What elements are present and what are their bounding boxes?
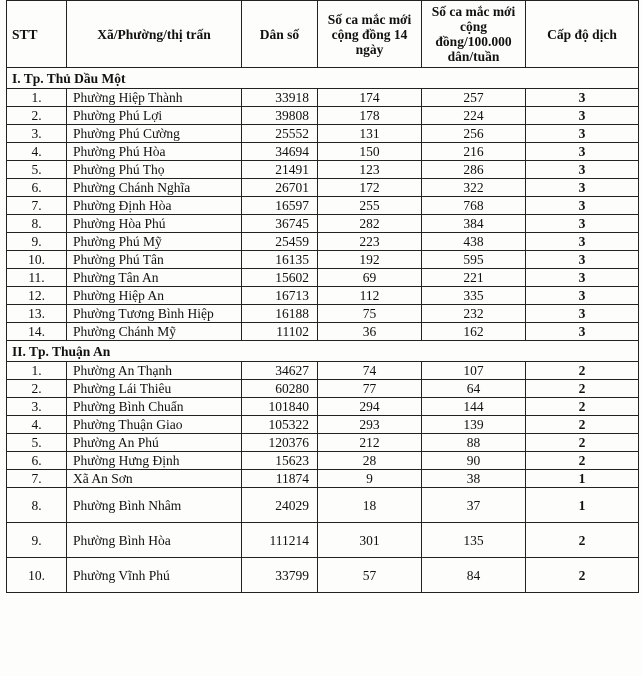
cell-rate: 256 bbox=[422, 125, 526, 143]
cell-ward-name: Phường Hiệp Thành bbox=[67, 89, 242, 107]
cell-ward-name: Phường Hiệp An bbox=[67, 287, 242, 305]
cell-population: 24029 bbox=[242, 488, 318, 523]
cell-level: 2 bbox=[526, 558, 639, 593]
cell-rate: 38 bbox=[422, 470, 526, 488]
cell-ward-name: Phường Chánh Mỹ bbox=[67, 323, 242, 341]
cell-ward-name: Xã An Sơn bbox=[67, 470, 242, 488]
cell-rate: 64 bbox=[422, 380, 526, 398]
cell-new-cases: 9 bbox=[318, 470, 422, 488]
cell-population: 16188 bbox=[242, 305, 318, 323]
cell-rate: 286 bbox=[422, 161, 526, 179]
table-row bbox=[7, 398, 639, 416]
cell-rate: 768 bbox=[422, 197, 526, 215]
cell-ward-name: Phường Bình Hòa bbox=[67, 523, 242, 558]
cell-level: 3 bbox=[526, 251, 639, 269]
cell-population: 15602 bbox=[242, 269, 318, 287]
cell-rate: 322 bbox=[422, 179, 526, 197]
cell-population: 16713 bbox=[242, 287, 318, 305]
cell-rate: 84 bbox=[422, 558, 526, 593]
table-row bbox=[7, 251, 639, 269]
table-row bbox=[7, 179, 639, 197]
table-row bbox=[7, 523, 639, 558]
table-row bbox=[7, 125, 639, 143]
cell-stt: 1. bbox=[7, 362, 67, 380]
table-row bbox=[7, 416, 639, 434]
cell-ward-name: Phường Định Hòa bbox=[67, 197, 242, 215]
cell-population: 15623 bbox=[242, 452, 318, 470]
cell-population: 33918 bbox=[242, 89, 318, 107]
cell-ward-name: Phường Bình Chuẩn bbox=[67, 398, 242, 416]
cell-rate: 384 bbox=[422, 215, 526, 233]
cell-level: 3 bbox=[526, 269, 639, 287]
cell-ward-name: Phường Hòa Phú bbox=[67, 215, 242, 233]
cell-ward-name: Phường An Thạnh bbox=[67, 362, 242, 380]
cell-stt: 9. bbox=[7, 233, 67, 251]
cell-population: 11874 bbox=[242, 470, 318, 488]
cell-level: 2 bbox=[526, 398, 639, 416]
cell-population: 105322 bbox=[242, 416, 318, 434]
cell-rate: 232 bbox=[422, 305, 526, 323]
cell-population: 36745 bbox=[242, 215, 318, 233]
epidemic-level-table bbox=[6, 0, 639, 593]
table-row bbox=[7, 197, 639, 215]
cell-ward-name: Phường Phú Lợi bbox=[67, 107, 242, 125]
cell-ward-name: Phường Hưng Định bbox=[67, 452, 242, 470]
table-row bbox=[7, 323, 639, 341]
cell-level: 3 bbox=[526, 125, 639, 143]
cell-new-cases: 123 bbox=[318, 161, 422, 179]
cell-level: 2 bbox=[526, 452, 639, 470]
cell-level: 3 bbox=[526, 107, 639, 125]
cell-population: 25459 bbox=[242, 233, 318, 251]
cell-level: 3 bbox=[526, 215, 639, 233]
cell-new-cases: 174 bbox=[318, 89, 422, 107]
cell-new-cases: 112 bbox=[318, 287, 422, 305]
cell-stt: 2. bbox=[7, 380, 67, 398]
cell-rate: 438 bbox=[422, 233, 526, 251]
cell-ward-name: Phường Thuận Giao bbox=[67, 416, 242, 434]
header-ward: Xã/Phường/thị trấn bbox=[67, 1, 242, 68]
cell-new-cases: 293 bbox=[318, 416, 422, 434]
cell-new-cases: 255 bbox=[318, 197, 422, 215]
cell-level: 2 bbox=[526, 362, 639, 380]
cell-new-cases: 212 bbox=[318, 434, 422, 452]
cell-stt: 10. bbox=[7, 558, 67, 593]
cell-stt: 5. bbox=[7, 434, 67, 452]
table-row bbox=[7, 362, 639, 380]
table-row bbox=[7, 107, 639, 125]
cell-level: 3 bbox=[526, 287, 639, 305]
cell-level: 3 bbox=[526, 89, 639, 107]
cell-new-cases: 301 bbox=[318, 523, 422, 558]
cell-stt: 5. bbox=[7, 161, 67, 179]
cell-level: 3 bbox=[526, 179, 639, 197]
cell-new-cases: 74 bbox=[318, 362, 422, 380]
cell-rate: 216 bbox=[422, 143, 526, 161]
table-row bbox=[7, 161, 639, 179]
cell-population: 25552 bbox=[242, 125, 318, 143]
cell-rate: 90 bbox=[422, 452, 526, 470]
cell-level: 3 bbox=[526, 161, 639, 179]
cell-ward-name: Phường Lái Thiêu bbox=[67, 380, 242, 398]
cell-level: 2 bbox=[526, 380, 639, 398]
cell-ward-name: Phường Phú Cường bbox=[67, 125, 242, 143]
cell-ward-name: Phường Bình Nhâm bbox=[67, 488, 242, 523]
table-row bbox=[7, 143, 639, 161]
cell-stt: 3. bbox=[7, 125, 67, 143]
cell-ward-name: Phường Phú Mỹ bbox=[67, 233, 242, 251]
cell-stt: 10. bbox=[7, 251, 67, 269]
cell-rate: 257 bbox=[422, 89, 526, 107]
cell-stt: 11. bbox=[7, 269, 67, 287]
table-row bbox=[7, 470, 639, 488]
table-row bbox=[7, 215, 639, 233]
cell-new-cases: 131 bbox=[318, 125, 422, 143]
header-new-cases-14d: Số ca mắc mới cộng đồng 14 ngày bbox=[318, 1, 422, 68]
cell-new-cases: 178 bbox=[318, 107, 422, 125]
cell-population: 33799 bbox=[242, 558, 318, 593]
cell-stt: 8. bbox=[7, 215, 67, 233]
header-population: Dân số bbox=[242, 1, 318, 68]
cell-population: 16135 bbox=[242, 251, 318, 269]
cell-stt: 1. bbox=[7, 89, 67, 107]
cell-stt: 3. bbox=[7, 398, 67, 416]
cell-rate: 162 bbox=[422, 323, 526, 341]
cell-population: 11102 bbox=[242, 323, 318, 341]
table-row bbox=[7, 380, 639, 398]
cell-population: 60280 bbox=[242, 380, 318, 398]
cell-ward-name: Phường Phú Thọ bbox=[67, 161, 242, 179]
section-title: II. Tp. Thuận An bbox=[7, 341, 639, 362]
cell-new-cases: 172 bbox=[318, 179, 422, 197]
cell-level: 3 bbox=[526, 197, 639, 215]
cell-population: 26701 bbox=[242, 179, 318, 197]
cell-rate: 221 bbox=[422, 269, 526, 287]
cell-ward-name: Phường Tương Bình Hiệp bbox=[67, 305, 242, 323]
cell-rate: 37 bbox=[422, 488, 526, 523]
header-rate: Số ca mắc mới cộng đồng/100.000 dân/tuần bbox=[422, 1, 526, 68]
cell-stt: 6. bbox=[7, 179, 67, 197]
cell-level: 3 bbox=[526, 143, 639, 161]
cell-population: 34627 bbox=[242, 362, 318, 380]
cell-population: 120376 bbox=[242, 434, 318, 452]
table-row bbox=[7, 89, 639, 107]
cell-stt: 7. bbox=[7, 470, 67, 488]
cell-stt: 9. bbox=[7, 523, 67, 558]
cell-level: 3 bbox=[526, 305, 639, 323]
header-stt: STT bbox=[7, 1, 67, 68]
cell-rate: 335 bbox=[422, 287, 526, 305]
cell-population: 16597 bbox=[242, 197, 318, 215]
cell-new-cases: 192 bbox=[318, 251, 422, 269]
cell-level: 2 bbox=[526, 416, 639, 434]
cell-population: 111214 bbox=[242, 523, 318, 558]
cell-stt: 7. bbox=[7, 197, 67, 215]
cell-stt: 8. bbox=[7, 488, 67, 523]
cell-new-cases: 223 bbox=[318, 233, 422, 251]
cell-level: 2 bbox=[526, 523, 639, 558]
cell-ward-name: Phường Phú Hòa bbox=[67, 143, 242, 161]
cell-ward-name: Phường An Phú bbox=[67, 434, 242, 452]
cell-population: 39808 bbox=[242, 107, 318, 125]
cell-stt: 6. bbox=[7, 452, 67, 470]
cell-rate: 595 bbox=[422, 251, 526, 269]
cell-level: 1 bbox=[526, 470, 639, 488]
cell-population: 101840 bbox=[242, 398, 318, 416]
cell-level: 1 bbox=[526, 488, 639, 523]
cell-rate: 88 bbox=[422, 434, 526, 452]
section-row bbox=[7, 341, 639, 362]
cell-rate: 224 bbox=[422, 107, 526, 125]
table-row bbox=[7, 269, 639, 287]
table-row bbox=[7, 488, 639, 523]
cell-stt: 14. bbox=[7, 323, 67, 341]
table-row bbox=[7, 558, 639, 593]
cell-new-cases: 69 bbox=[318, 269, 422, 287]
table-row bbox=[7, 287, 639, 305]
section-row bbox=[7, 68, 639, 89]
cell-rate: 135 bbox=[422, 523, 526, 558]
cell-new-cases: 36 bbox=[318, 323, 422, 341]
cell-stt: 2. bbox=[7, 107, 67, 125]
header-level: Cấp độ dịch bbox=[526, 1, 639, 68]
cell-new-cases: 150 bbox=[318, 143, 422, 161]
cell-new-cases: 18 bbox=[318, 488, 422, 523]
cell-rate: 144 bbox=[422, 398, 526, 416]
cell-stt: 4. bbox=[7, 416, 67, 434]
table-row bbox=[7, 305, 639, 323]
cell-level: 3 bbox=[526, 323, 639, 341]
table-header-row bbox=[7, 1, 639, 68]
cell-rate: 139 bbox=[422, 416, 526, 434]
cell-level: 2 bbox=[526, 434, 639, 452]
table-row bbox=[7, 452, 639, 470]
cell-ward-name: Phường Vĩnh Phú bbox=[67, 558, 242, 593]
cell-new-cases: 282 bbox=[318, 215, 422, 233]
cell-new-cases: 77 bbox=[318, 380, 422, 398]
cell-stt: 12. bbox=[7, 287, 67, 305]
cell-population: 21491 bbox=[242, 161, 318, 179]
cell-new-cases: 294 bbox=[318, 398, 422, 416]
cell-ward-name: Phường Chánh Nghĩa bbox=[67, 179, 242, 197]
table-row bbox=[7, 233, 639, 251]
table-row bbox=[7, 434, 639, 452]
cell-new-cases: 75 bbox=[318, 305, 422, 323]
cell-level: 3 bbox=[526, 233, 639, 251]
cell-stt: 13. bbox=[7, 305, 67, 323]
section-title: I. Tp. Thủ Dầu Một bbox=[7, 68, 639, 89]
cell-ward-name: Phường Phú Tân bbox=[67, 251, 242, 269]
cell-ward-name: Phường Tân An bbox=[67, 269, 242, 287]
cell-stt: 4. bbox=[7, 143, 67, 161]
cell-rate: 107 bbox=[422, 362, 526, 380]
cell-population: 34694 bbox=[242, 143, 318, 161]
cell-new-cases: 57 bbox=[318, 558, 422, 593]
cell-new-cases: 28 bbox=[318, 452, 422, 470]
